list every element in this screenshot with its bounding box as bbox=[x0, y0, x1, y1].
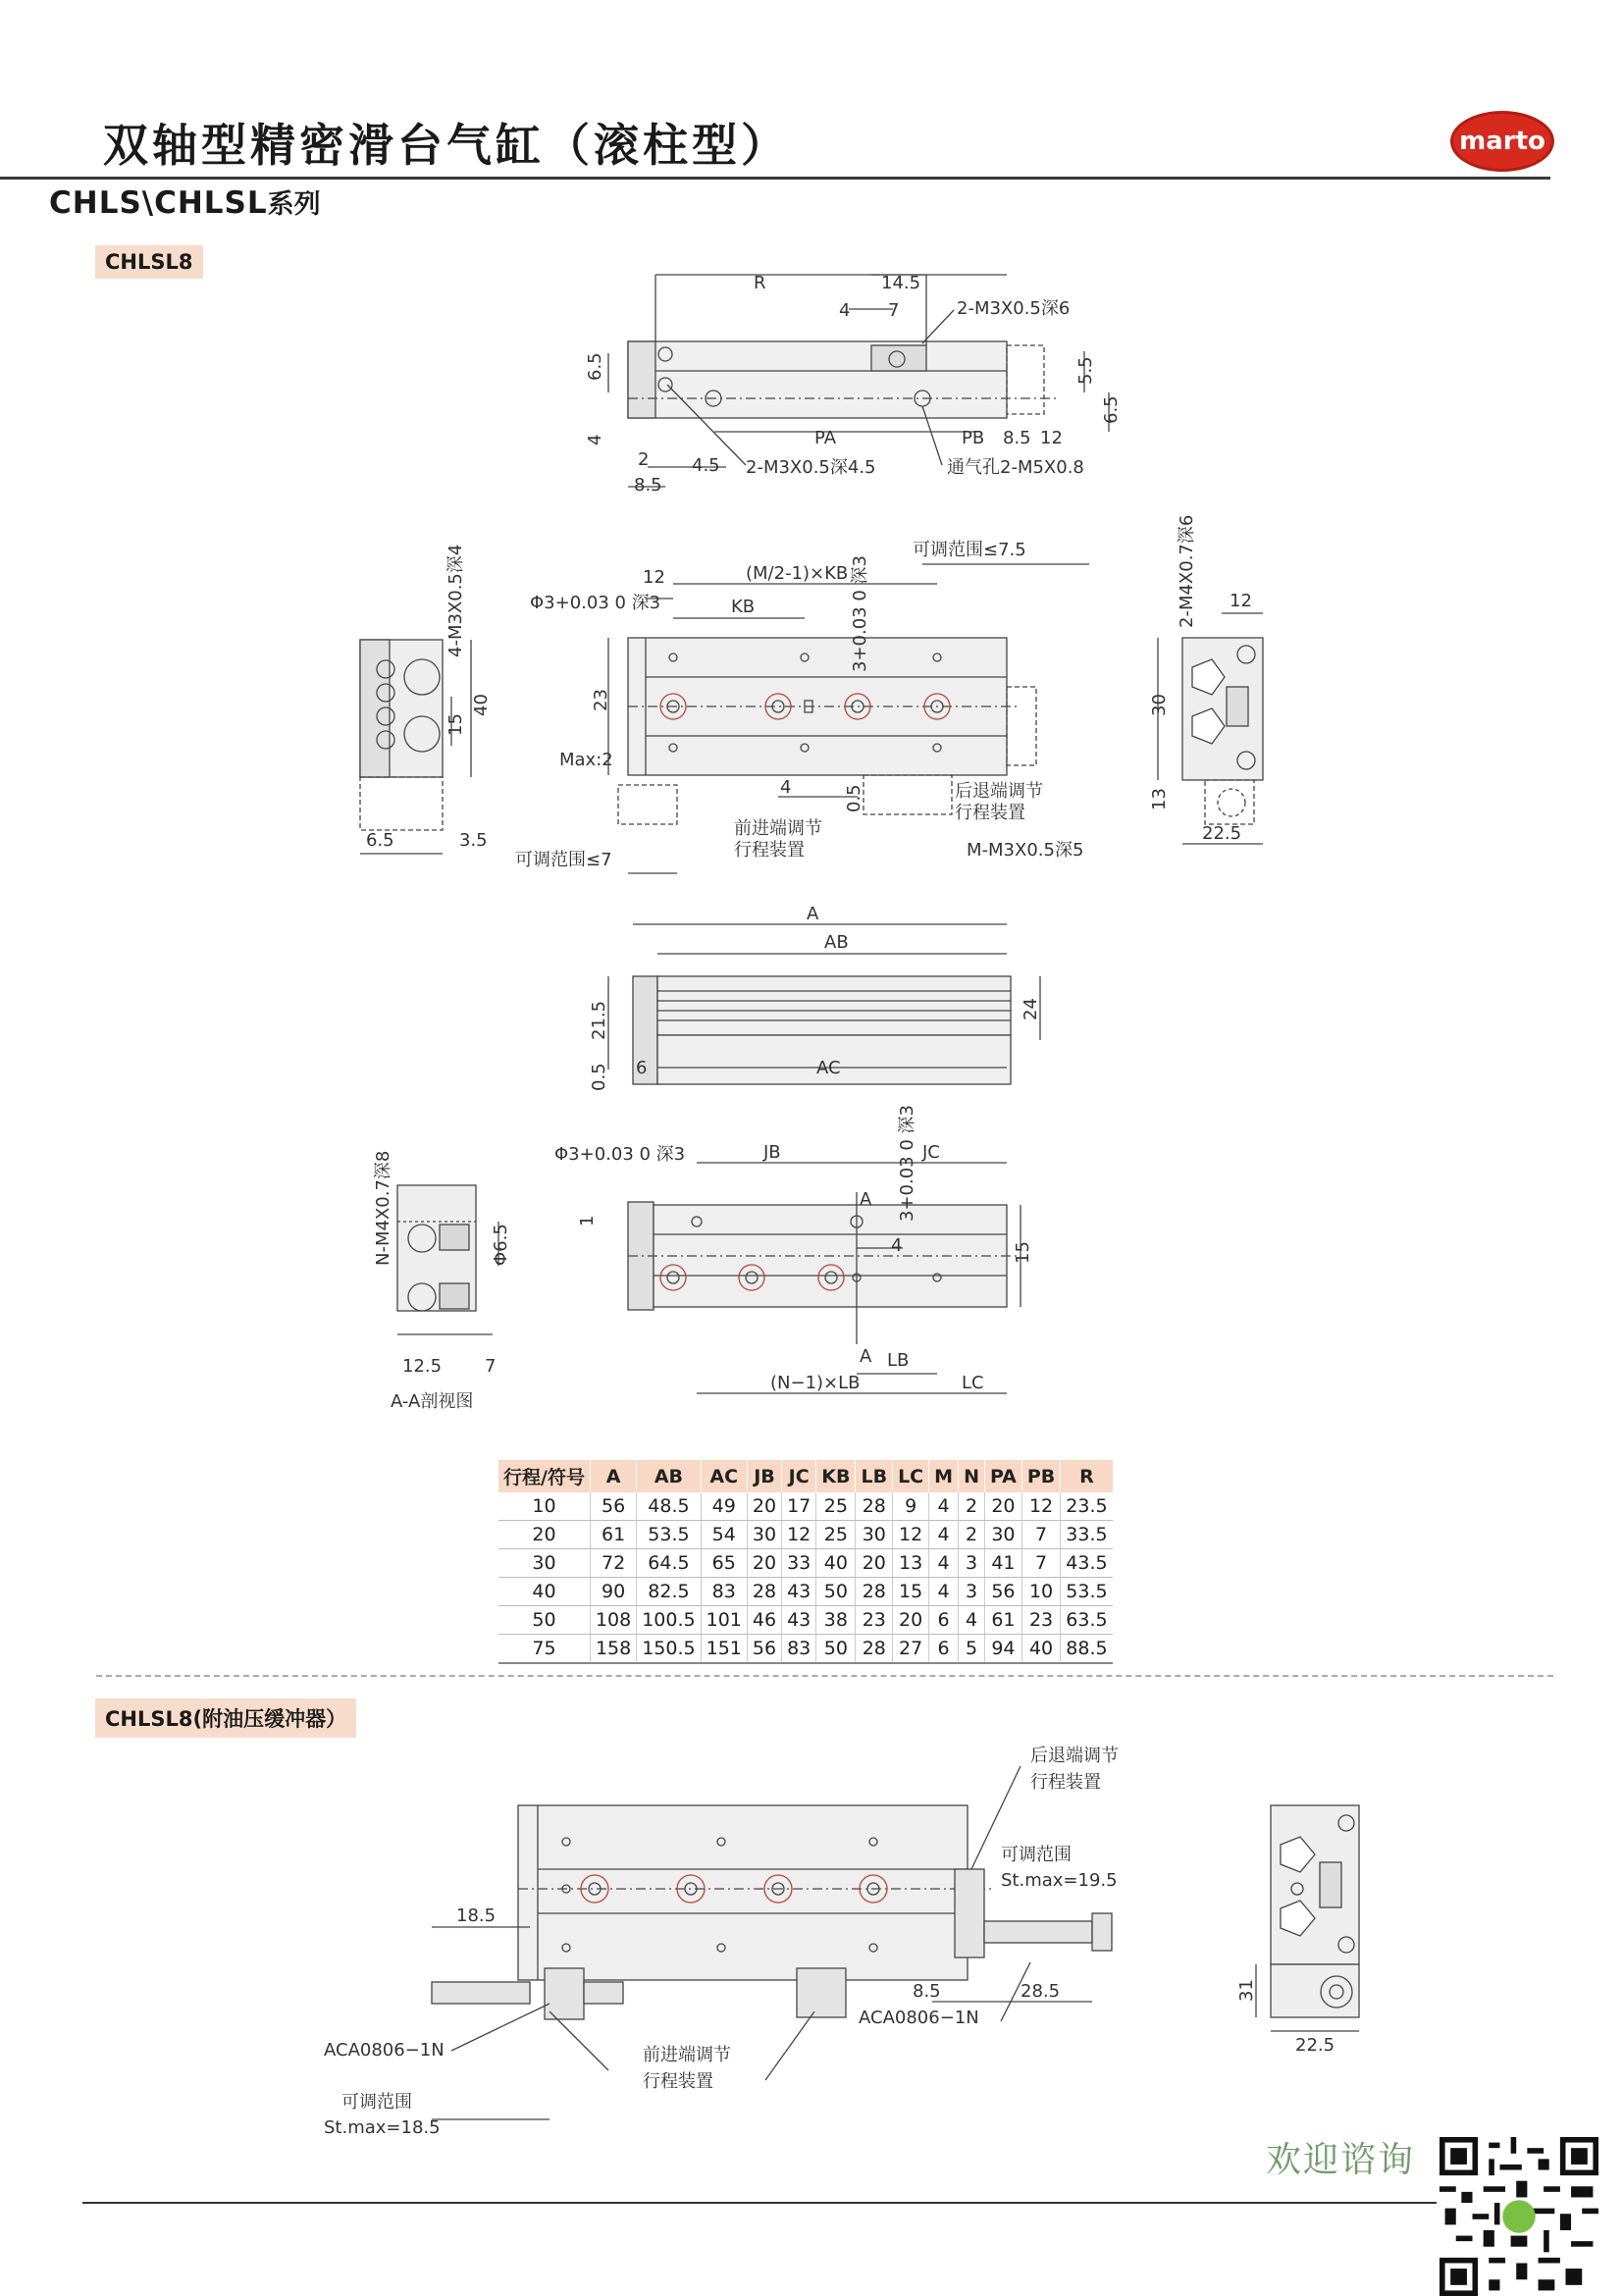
table-cell: 23 bbox=[856, 1606, 893, 1635]
table-row bbox=[498, 1492, 1113, 1521]
table-header: AC bbox=[701, 1460, 747, 1492]
dim-4-left: 4 bbox=[585, 434, 605, 445]
dim-7-aa: 7 bbox=[485, 1356, 497, 1377]
table-cell: 50 bbox=[816, 1578, 856, 1606]
dim-2: 2 bbox=[638, 449, 650, 470]
dim-8-5-bottom: 8.5 bbox=[634, 475, 662, 496]
table-cell: 56 bbox=[590, 1492, 636, 1521]
table-cell: 2 bbox=[959, 1492, 985, 1521]
table-cell: 75 bbox=[498, 1635, 590, 1664]
table-cell: 28 bbox=[747, 1578, 781, 1606]
series-suffix: 系列 bbox=[267, 189, 321, 220]
brand-logo: marto bbox=[1450, 111, 1554, 172]
table-row bbox=[498, 1521, 1113, 1549]
table-cell: 25 bbox=[816, 1521, 856, 1549]
table-cell: 15 bbox=[893, 1578, 929, 1606]
dim-lc: LC bbox=[962, 1373, 984, 1393]
table-header: A bbox=[590, 1460, 636, 1492]
series-name: CHLS\CHLSL bbox=[49, 185, 268, 221]
table-cell: 150.5 bbox=[637, 1635, 701, 1664]
table-cell: 40 bbox=[1021, 1635, 1060, 1664]
note-rear-adj-shock: 后退端调节 bbox=[1030, 1746, 1119, 1766]
table-cell: 10 bbox=[498, 1492, 590, 1521]
table-cell: 43 bbox=[782, 1606, 816, 1635]
dim-3-5: 3.5 bbox=[459, 830, 488, 851]
note-vent: 通气孔2-M5X0.8 bbox=[947, 457, 1084, 478]
table-cell: 23 bbox=[1021, 1606, 1060, 1635]
note-rear-adj: 后退端调节 bbox=[955, 781, 1043, 802]
table-cell: 33 bbox=[782, 1549, 816, 1578]
table-cell: 23.5 bbox=[1061, 1492, 1113, 1521]
table-cell: 33.5 bbox=[1061, 1521, 1113, 1549]
table-cell: 28 bbox=[856, 1578, 893, 1606]
table-cell: 30 bbox=[747, 1521, 781, 1549]
dim-6-5-right: 6.5 bbox=[1101, 395, 1122, 424]
dim-ac: AC bbox=[816, 1058, 841, 1078]
dim-phi-6-5: Φ6.5 bbox=[491, 1224, 511, 1266]
table-cell: 20 bbox=[498, 1521, 590, 1549]
table-row bbox=[498, 1635, 1113, 1664]
table-cell: 12 bbox=[1021, 1492, 1060, 1521]
note-max2: Max:2 bbox=[559, 750, 613, 770]
dim-12-right: 12 bbox=[1230, 591, 1252, 611]
table-cell: 101 bbox=[701, 1606, 747, 1635]
dim-6-5-left: 6.5 bbox=[366, 830, 394, 851]
table-cell: 40 bbox=[816, 1549, 856, 1578]
table-header: 行程/符号 bbox=[498, 1460, 590, 1492]
table-cell: 46 bbox=[747, 1606, 781, 1635]
dim-pa: PA bbox=[814, 428, 837, 448]
note-hole3-bottom: 3+0.03 0 深3 bbox=[897, 1105, 917, 1222]
mid-view bbox=[608, 564, 1089, 873]
table-cell: 4 bbox=[959, 1606, 985, 1635]
note-2-m4-6: 2-M4X0.7深6 bbox=[1177, 514, 1197, 628]
dim-30: 30 bbox=[1149, 694, 1170, 716]
dim-pb: PB bbox=[962, 428, 985, 448]
spec-table-body bbox=[498, 1492, 1113, 1663]
dim-15-left: 15 bbox=[445, 713, 466, 736]
table-cell: 20 bbox=[984, 1492, 1021, 1521]
table-cell: 64.5 bbox=[637, 1549, 701, 1578]
dim-4-top: 4 bbox=[839, 300, 851, 321]
table-cell: 4 bbox=[929, 1521, 959, 1549]
table-cell: 61 bbox=[984, 1606, 1021, 1635]
note-rear-adj-shock-2: 行程装置 bbox=[1030, 1772, 1101, 1793]
note-n-m4-8: N-M4X0.7深8 bbox=[373, 1150, 393, 1266]
table-cell: 63.5 bbox=[1061, 1606, 1113, 1635]
table-cell: 7 bbox=[1021, 1521, 1060, 1549]
left-end-view bbox=[360, 640, 471, 854]
dim-jc: JC bbox=[922, 1142, 940, 1163]
note-4-m3-4: 4-M3X0.5深4 bbox=[445, 544, 466, 657]
dim-31: 31 bbox=[1236, 1979, 1257, 2002]
table-cell: 72 bbox=[590, 1549, 636, 1578]
section-mark-a-top: A bbox=[860, 1189, 872, 1210]
note-m3-4-5: 2-M3X0.5深4.5 bbox=[746, 457, 876, 478]
table-cell: 4 bbox=[929, 1578, 959, 1606]
table-cell: 28 bbox=[856, 1492, 893, 1521]
table-cell: 43 bbox=[782, 1578, 816, 1606]
table-cell: 108 bbox=[590, 1606, 636, 1635]
note-m-m3: M-M3X0.5深5 bbox=[967, 840, 1084, 861]
dim-lb: LB bbox=[887, 1350, 910, 1371]
shock-absorber-view bbox=[432, 1766, 1112, 2119]
dim-21-5: 21.5 bbox=[589, 1000, 609, 1040]
table-cell: 83 bbox=[701, 1578, 747, 1606]
note-m3-6: 2-M3X0.5深6 bbox=[957, 298, 1071, 319]
dim-r: R bbox=[754, 273, 766, 293]
dim-kb: KB bbox=[731, 597, 756, 617]
table-cell: 12 bbox=[782, 1521, 816, 1549]
table-cell: 53.5 bbox=[1061, 1578, 1113, 1606]
table-cell: 53.5 bbox=[637, 1521, 701, 1549]
dim-40: 40 bbox=[471, 694, 492, 716]
table-cell: 13 bbox=[893, 1549, 929, 1578]
table-cell: 6 bbox=[929, 1635, 959, 1664]
dim-15-bottom: 15 bbox=[1013, 1241, 1033, 1264]
note-adj-7-5: 可调范围≤7.5 bbox=[913, 540, 1026, 560]
qr-code bbox=[1440, 2137, 1598, 2296]
table-cell: 30 bbox=[984, 1521, 1021, 1549]
table-cell: 50 bbox=[498, 1606, 590, 1635]
dim-8-5-top: 8.5 bbox=[1003, 428, 1031, 448]
table-cell: 41 bbox=[984, 1549, 1021, 1578]
table-cell: 9 bbox=[893, 1492, 929, 1521]
table-cell: 20 bbox=[893, 1606, 929, 1635]
table-cell: 100.5 bbox=[637, 1606, 701, 1635]
dim-1: 1 bbox=[577, 1215, 598, 1226]
welcome-text: 欢迎谘询 bbox=[1266, 2140, 1416, 2180]
caption-aa: A-A剖视图 bbox=[391, 1391, 474, 1412]
dim-8-5-shock: 8.5 bbox=[913, 1981, 941, 2002]
table-cell: 20 bbox=[856, 1549, 893, 1578]
table-cell: 3 bbox=[959, 1578, 985, 1606]
dim-22-5-shock: 22.5 bbox=[1295, 2035, 1335, 2056]
dim-14-5: 14.5 bbox=[881, 273, 921, 293]
table-cell: 5 bbox=[959, 1635, 985, 1664]
dim-23: 23 bbox=[591, 689, 611, 711]
dim-6-side: 6 bbox=[636, 1058, 648, 1078]
table-cell: 151 bbox=[701, 1635, 747, 1664]
dim-7-top: 7 bbox=[888, 300, 900, 321]
dim-0-5-mid: 0.5 bbox=[844, 784, 864, 812]
dim-13: 13 bbox=[1149, 788, 1170, 810]
table-cell: 82.5 bbox=[637, 1578, 701, 1606]
table-cell: 30 bbox=[856, 1521, 893, 1549]
table-cell: 83 bbox=[782, 1635, 816, 1664]
table-cell: 10 bbox=[1021, 1578, 1060, 1606]
table-header: LC bbox=[893, 1460, 929, 1492]
table-cell: 6 bbox=[929, 1606, 959, 1635]
table-row bbox=[498, 1549, 1113, 1578]
note-rear-adj-2: 行程装置 bbox=[955, 803, 1025, 823]
note-aca-right: ACA0806−1N bbox=[859, 2008, 979, 2028]
dim-0-5-side: 0.5 bbox=[589, 1063, 609, 1091]
table-cell: 56 bbox=[984, 1578, 1021, 1606]
table-cell: 4 bbox=[929, 1492, 959, 1521]
note-front-adj-shock-2: 行程装置 bbox=[643, 2071, 713, 2092]
table-cell: 56 bbox=[747, 1635, 781, 1664]
note-stmax-18-5: St.max=18.5 bbox=[324, 2117, 441, 2138]
note-stmax-19-5: St.max=19.5 bbox=[1001, 1870, 1118, 1891]
table-header: R bbox=[1061, 1460, 1113, 1492]
table-cell: 12 bbox=[893, 1521, 929, 1549]
footer-divider bbox=[82, 2202, 1437, 2204]
table-cell: 38 bbox=[816, 1606, 856, 1635]
table-cell: 88.5 bbox=[1061, 1635, 1113, 1664]
note-hole3-mid: 3+0.03 0 深3 bbox=[850, 555, 870, 672]
table-cell: 30 bbox=[498, 1549, 590, 1578]
page-title: 双轴型精密滑台气缸（滚柱型） bbox=[103, 119, 790, 172]
dim-a: A bbox=[807, 904, 819, 924]
table-header: KB bbox=[816, 1460, 856, 1492]
table-header: PB bbox=[1021, 1460, 1060, 1492]
note-front-adj: 前进端调节 bbox=[734, 818, 822, 839]
dim-ab: AB bbox=[824, 932, 849, 953]
note-phi3-bottom: Φ3+0.03 0 深3 bbox=[554, 1144, 686, 1165]
table-cell: 49 bbox=[701, 1492, 747, 1521]
table-cell: 54 bbox=[701, 1521, 747, 1549]
table-cell: 3 bbox=[959, 1549, 985, 1578]
note-phi3: Φ3+0.03 0 深3 bbox=[530, 593, 661, 613]
table-cell: 65 bbox=[701, 1549, 747, 1578]
table-cell: 17 bbox=[782, 1492, 816, 1521]
table-header: LB bbox=[856, 1460, 893, 1492]
dim-12-top: 12 bbox=[1040, 428, 1063, 448]
table-cell: 50 bbox=[816, 1635, 856, 1664]
table-header: N bbox=[959, 1460, 985, 1492]
dim-12-mid: 12 bbox=[643, 567, 665, 588]
note-front-adj-2: 行程装置 bbox=[734, 840, 805, 861]
table-header-row bbox=[498, 1460, 1113, 1492]
dim-n-lb: (N−1)×LB bbox=[770, 1373, 861, 1393]
table-cell: 27 bbox=[893, 1635, 929, 1664]
table-row bbox=[498, 1578, 1113, 1606]
dim-4-bottom: 4 bbox=[891, 1235, 903, 1256]
dim-jb: JB bbox=[763, 1142, 781, 1163]
dim-22-5-right: 22.5 bbox=[1202, 823, 1242, 844]
section-divider bbox=[96, 1675, 1553, 1677]
section-tag-chlsl8-shock: CHLSL8(附油压缓冲器） bbox=[95, 1698, 356, 1738]
table-cell: 43.5 bbox=[1061, 1549, 1113, 1578]
dim-m-kb: (M/2-1)×KB bbox=[746, 563, 849, 584]
shock-end-view bbox=[1256, 1805, 1359, 2031]
table-cell: 4 bbox=[929, 1549, 959, 1578]
table-row bbox=[498, 1606, 1113, 1635]
section-mark-a-bottom: A bbox=[860, 1346, 872, 1367]
dim-12-5: 12.5 bbox=[402, 1356, 443, 1377]
dim-4-mid: 4 bbox=[780, 777, 792, 798]
note-adj-7: 可调范围≤7 bbox=[515, 850, 612, 870]
table-cell: 28 bbox=[856, 1635, 893, 1664]
section-aa-view bbox=[397, 1185, 498, 1334]
table-cell: 2 bbox=[959, 1521, 985, 1549]
table-header: JC bbox=[782, 1460, 816, 1492]
dim-18-5: 18.5 bbox=[456, 1905, 497, 1926]
dim-5-5: 5.5 bbox=[1075, 356, 1096, 385]
table-cell: 20 bbox=[747, 1549, 781, 1578]
table-cell: 7 bbox=[1021, 1549, 1060, 1578]
dim-4-5: 4.5 bbox=[692, 455, 720, 476]
note-adj-range-left: 可调范围 bbox=[341, 2092, 412, 2113]
table-cell: 25 bbox=[816, 1492, 856, 1521]
note-adj-range-right: 可调范围 bbox=[1001, 1845, 1072, 1865]
table-cell: 48.5 bbox=[637, 1492, 701, 1521]
dim-28-5: 28.5 bbox=[1021, 1981, 1061, 2002]
table-cell: 94 bbox=[984, 1635, 1021, 1664]
table-header: PA bbox=[984, 1460, 1021, 1492]
table-header: AB bbox=[637, 1460, 701, 1492]
section-tag-chlsl8: CHLSL8 bbox=[95, 245, 203, 279]
table-header: JB bbox=[747, 1460, 781, 1492]
bottom-view bbox=[628, 1163, 1021, 1393]
note-front-adj-shock: 前进端调节 bbox=[643, 2045, 731, 2065]
dim-6-5-top: 6.5 bbox=[585, 352, 605, 381]
table-cell: 20 bbox=[747, 1492, 781, 1521]
note-aca-left: ACA0806−1N bbox=[324, 2040, 445, 2061]
table-cell: 61 bbox=[590, 1521, 636, 1549]
right-end-view bbox=[1158, 613, 1263, 844]
dim-24: 24 bbox=[1021, 998, 1041, 1020]
spec-table bbox=[498, 1460, 1113, 1664]
table-cell: 158 bbox=[590, 1635, 636, 1664]
table-cell: 90 bbox=[590, 1578, 636, 1606]
table-header: M bbox=[929, 1460, 959, 1492]
table-cell: 40 bbox=[498, 1578, 590, 1606]
